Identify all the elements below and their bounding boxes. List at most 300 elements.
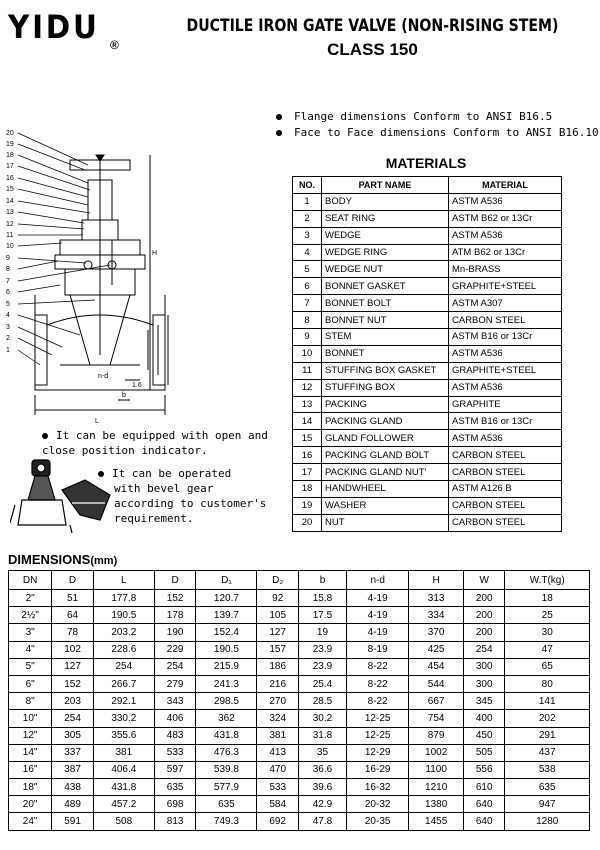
part-material: GRAPHITE	[449, 396, 562, 413]
note-indicator: It can be equipped with open and close position indicator.	[42, 429, 268, 457]
table-row	[293, 210, 562, 227]
table-cell: 25.4	[298, 675, 346, 692]
table-cell: 635	[196, 796, 257, 813]
table-cell: 437	[505, 744, 590, 761]
part-number: 13	[293, 396, 322, 413]
table-header-row	[293, 177, 562, 194]
part-name: PACKING GLAND	[322, 413, 449, 430]
table-cell: 556	[463, 761, 505, 778]
table-cell: 51	[52, 590, 94, 607]
table-cell: 18"	[9, 779, 52, 796]
table-cell: 337	[52, 744, 94, 761]
table-cell: 483	[154, 727, 196, 744]
dim-label-b: b	[122, 392, 126, 399]
callout-7: 7	[6, 278, 10, 285]
part-number: 3	[293, 227, 322, 244]
table-row	[9, 710, 590, 727]
table-cell: 120.7	[196, 590, 257, 607]
part-number: 10	[293, 345, 322, 362]
table-cell: 813	[154, 813, 196, 830]
callout-16: 16	[6, 175, 14, 182]
part-material: CARBON STEEL	[449, 447, 562, 464]
table-cell: 23.9	[298, 641, 346, 658]
registered-mark: ®	[110, 38, 119, 52]
table-cell: 47.8	[298, 813, 346, 830]
part-number: 4	[293, 244, 322, 261]
table-row	[293, 295, 562, 312]
table-cell: 476.3	[196, 744, 257, 761]
dimensions-title: DIMENSIONS(mm)	[8, 552, 118, 567]
table-cell: 400	[463, 710, 505, 727]
table-cell: 8-22	[346, 658, 408, 675]
part-material: ASTM A307	[449, 295, 562, 312]
table-row	[293, 497, 562, 514]
part-number: 19	[293, 497, 322, 514]
part-material: CARBON STEEL	[449, 312, 562, 329]
part-number: 20	[293, 514, 322, 531]
table-cell: 254	[154, 658, 196, 675]
table-cell: 1380	[409, 796, 464, 813]
part-number: 9	[293, 329, 322, 346]
table-cell: 413	[257, 744, 299, 761]
table-cell: 23.9	[298, 658, 346, 675]
table-cell: 141	[505, 693, 590, 710]
table-cell: 16-29	[346, 761, 408, 778]
table-cell: 200	[463, 607, 505, 624]
table-cell: 577.9	[196, 779, 257, 796]
part-name: WEDGE RING	[322, 244, 449, 261]
table-row	[293, 227, 562, 244]
column-header: D₁	[196, 571, 257, 590]
table-cell: 505	[463, 744, 505, 761]
column-header: D	[52, 571, 94, 590]
column-header: W.T(kg)	[505, 571, 590, 590]
column-header: PART NAME	[322, 177, 449, 194]
part-name: SEAT RING	[322, 210, 449, 227]
table-cell: 24"	[9, 813, 52, 830]
table-row	[9, 641, 590, 658]
table-cell: 291	[505, 727, 590, 744]
table-cell: 538	[505, 761, 590, 778]
table-cell: 127	[257, 624, 299, 641]
table-row	[293, 312, 562, 329]
part-number: 2	[293, 210, 322, 227]
table-cell: 8"	[9, 693, 52, 710]
table-cell: 438	[52, 779, 94, 796]
table-cell: 300	[463, 675, 505, 692]
table-cell: 92	[257, 590, 299, 607]
part-number: 14	[293, 413, 322, 430]
table-cell: 431.8	[93, 779, 154, 796]
callout-6: 6	[6, 289, 10, 296]
column-header: DN	[9, 571, 52, 590]
table-row	[293, 447, 562, 464]
callout-10: 10	[6, 243, 14, 250]
table-cell: 1100	[409, 761, 464, 778]
part-number: 8	[293, 312, 322, 329]
part-number: 12	[293, 379, 322, 396]
table-cell: 228.6	[93, 641, 154, 658]
dim-label-1-6: 1.6	[132, 382, 142, 389]
table-cell: 640	[463, 796, 505, 813]
table-cell: 152	[154, 590, 196, 607]
table-cell: 254	[463, 641, 505, 658]
table-cell: 4"	[9, 641, 52, 658]
table-cell: 17.5	[298, 607, 346, 624]
table-cell: 39.6	[298, 779, 346, 796]
table-cell: 300	[463, 658, 505, 675]
table-cell: 80	[505, 675, 590, 692]
callout-20: 20	[6, 130, 14, 137]
part-name: PACKING GLAND BOLT	[322, 447, 449, 464]
table-cell: 330.2	[93, 710, 154, 727]
table-cell: 270	[257, 693, 299, 710]
part-name: STUFFING BOX	[322, 379, 449, 396]
part-material: ASTM B16 or 13Cr	[449, 329, 562, 346]
table-cell: 508	[93, 813, 154, 830]
table-cell: 1002	[409, 744, 464, 761]
table-cell: 533	[154, 744, 196, 761]
part-name: STEM	[322, 329, 449, 346]
part-name: BONNET BOLT	[322, 295, 449, 312]
part-name: WASHER	[322, 497, 449, 514]
column-header: n-d	[346, 571, 408, 590]
table-cell: 279	[154, 675, 196, 692]
table-cell: 610	[463, 779, 505, 796]
table-row	[293, 278, 562, 295]
part-name: BODY	[322, 193, 449, 210]
table-cell: 31.8	[298, 727, 346, 744]
part-material: ASTM A536	[449, 227, 562, 244]
table-cell: 28.5	[298, 693, 346, 710]
table-cell: 19	[298, 624, 346, 641]
table-cell: 178	[154, 607, 196, 624]
table-cell: 64	[52, 607, 94, 624]
part-number: 11	[293, 362, 322, 379]
part-name: GLAND FOLLOWER	[322, 430, 449, 447]
callout-4: 4	[6, 312, 10, 319]
column-header: D₂	[257, 571, 299, 590]
bullet-icon	[42, 433, 48, 439]
table-cell: 1210	[409, 779, 464, 796]
column-header: b	[298, 571, 346, 590]
table-cell: 20-32	[346, 796, 408, 813]
callout-12: 12	[6, 221, 14, 228]
table-row	[9, 727, 590, 744]
table-cell: 533	[257, 779, 299, 796]
table-cell: 127	[52, 658, 94, 675]
column-header: W	[463, 571, 505, 590]
table-row	[293, 514, 562, 531]
part-material: ASTM A536	[449, 345, 562, 362]
table-cell: 343	[154, 693, 196, 710]
table-cell: 12-25	[346, 710, 408, 727]
part-number: 17	[293, 464, 322, 481]
table-cell: 266.7	[93, 675, 154, 692]
table-row	[293, 193, 562, 210]
table-row	[293, 481, 562, 498]
table-cell: 324	[257, 710, 299, 727]
table-cell: 454	[409, 658, 464, 675]
callout-5: 5	[6, 301, 10, 308]
table-cell: 406.4	[93, 761, 154, 778]
part-material: ATM B62 or 13Cr	[449, 244, 562, 261]
table-cell: 355.6	[93, 727, 154, 744]
table-cell: 20-35	[346, 813, 408, 830]
table-cell: 4-19	[346, 590, 408, 607]
table-cell: 254	[93, 658, 154, 675]
table-cell: 216	[257, 675, 299, 692]
table-cell: 345	[463, 693, 505, 710]
table-cell: 470	[257, 761, 299, 778]
table-cell: 334	[409, 607, 464, 624]
table-cell: 584	[257, 796, 299, 813]
table-cell: 597	[154, 761, 196, 778]
table-cell: 177.8	[93, 590, 154, 607]
table-row	[9, 693, 590, 710]
table-row	[293, 379, 562, 396]
table-cell: 12"	[9, 727, 52, 744]
table-cell: 190.5	[93, 607, 154, 624]
table-cell: 16"	[9, 761, 52, 778]
dim-label-L: L	[95, 418, 99, 425]
part-material: GRAPHITE+STEEL	[449, 278, 562, 295]
part-material: ASTM A536	[449, 193, 562, 210]
materials-table	[292, 176, 562, 532]
table-row	[293, 261, 562, 278]
part-name: BONNET	[322, 345, 449, 362]
callout-9: 9	[6, 255, 10, 262]
note-bevel-gear: It can be operated with bevel gear according to customer's requirement.	[98, 466, 266, 526]
table-row	[9, 675, 590, 692]
table-cell: 362	[196, 710, 257, 727]
table-row	[9, 607, 590, 624]
table-cell: 215.9	[196, 658, 257, 675]
part-name: HANDWHEEL	[322, 481, 449, 498]
table-cell: 36.6	[298, 761, 346, 778]
table-cell: 4-19	[346, 624, 408, 641]
table-cell: 10"	[9, 710, 52, 727]
table-row	[293, 430, 562, 447]
table-row	[9, 779, 590, 796]
table-cell: 591	[52, 813, 94, 830]
table-cell: 30	[505, 624, 590, 641]
page-title: DUCTILE IRON GATE VALVE (NON-RISING STEM)	[186, 16, 559, 36]
table-cell: 190.5	[196, 641, 257, 658]
table-cell: 431.8	[196, 727, 257, 744]
table-cell: 381	[257, 727, 299, 744]
table-cell: 190	[154, 624, 196, 641]
table-cell: 5"	[9, 658, 52, 675]
part-name: STUFFING BOX GASKET	[322, 362, 449, 379]
table-cell: 42.9	[298, 796, 346, 813]
callout-2: 2	[6, 335, 10, 342]
table-cell: 12-25	[346, 727, 408, 744]
table-cell: 25	[505, 607, 590, 624]
table-cell: 298.5	[196, 693, 257, 710]
part-material: CARBON STEEL	[449, 497, 562, 514]
callout-11: 11	[6, 232, 14, 239]
table-cell: 305	[52, 727, 94, 744]
column-header: L	[93, 571, 154, 590]
bullet-icon	[98, 471, 104, 477]
valve-section-drawing	[0, 125, 285, 425]
table-row	[293, 244, 562, 261]
table-row	[9, 590, 590, 607]
table-row	[293, 413, 562, 430]
bullet-icon	[276, 114, 282, 120]
table-row	[293, 362, 562, 379]
table-cell: 65	[505, 658, 590, 675]
table-cell: 749.3	[196, 813, 257, 830]
table-cell: 16-32	[346, 779, 408, 796]
table-cell: 200	[463, 624, 505, 641]
callout-13: 13	[6, 209, 14, 216]
column-header: D	[154, 571, 196, 590]
table-cell: 15.8	[298, 590, 346, 607]
table-cell: 202	[505, 710, 590, 727]
table-cell: 6"	[9, 675, 52, 692]
part-material: ASTM B16 or 13Cr	[449, 413, 562, 430]
table-row	[293, 345, 562, 362]
part-number: 7	[293, 295, 322, 312]
table-row	[293, 396, 562, 413]
table-cell: 406	[154, 710, 196, 727]
table-cell: 8-22	[346, 675, 408, 692]
part-material: ASTM A536	[449, 379, 562, 396]
table-cell: 544	[409, 675, 464, 692]
table-row	[293, 329, 562, 346]
part-name: BONNET NUT	[322, 312, 449, 329]
table-cell: 292.1	[93, 693, 154, 710]
table-cell: 3"	[9, 624, 52, 641]
part-material: CARBON STEEL	[449, 464, 562, 481]
table-cell: 313	[409, 590, 464, 607]
table-cell: 370	[409, 624, 464, 641]
part-number: 5	[293, 261, 322, 278]
column-header: MATERIAL	[449, 177, 562, 194]
table-cell: 157	[257, 641, 299, 658]
part-name: PACKING GLAND NUT'	[322, 464, 449, 481]
table-cell: 203.2	[93, 624, 154, 641]
table-cell: 450	[463, 727, 505, 744]
callout-19: 19	[6, 141, 14, 148]
table-cell: 1455	[409, 813, 464, 830]
table-cell: 387	[52, 761, 94, 778]
table-row	[9, 761, 590, 778]
part-material: CARBON STEEL	[449, 514, 562, 531]
part-material: ASTM B62 or 13Cr	[449, 210, 562, 227]
table-cell: 2½"	[9, 607, 52, 624]
table-cell: 539.8	[196, 761, 257, 778]
table-cell: 105	[257, 607, 299, 624]
table-cell: 692	[257, 813, 299, 830]
part-number: 15	[293, 430, 322, 447]
table-cell: 8-19	[346, 641, 408, 658]
part-material: ASTM A126 B	[449, 481, 562, 498]
table-cell: 489	[52, 796, 94, 813]
part-name: BONNET GASKET	[322, 278, 449, 295]
dim-label-H: H	[152, 250, 158, 257]
table-cell: 667	[409, 693, 464, 710]
spec-line-1: Flange dimensions Conform to ANSI B16.5	[276, 110, 552, 123]
table-cell: 635	[154, 779, 196, 796]
table-cell: 879	[409, 727, 464, 744]
callout-18: 18	[6, 152, 14, 159]
materials-title: MATERIALS	[385, 155, 467, 171]
part-number: 18	[293, 481, 322, 498]
table-row	[9, 658, 590, 675]
table-cell: 381	[93, 744, 154, 761]
part-number: 1	[293, 193, 322, 210]
table-cell: 152.4	[196, 624, 257, 641]
table-cell: 203	[52, 693, 94, 710]
table-cell: 8-22	[346, 693, 408, 710]
table-cell: 2"	[9, 590, 52, 607]
table-row	[9, 744, 590, 761]
table-row	[9, 813, 590, 830]
dimensions-table	[8, 570, 590, 831]
table-cell: 14"	[9, 744, 52, 761]
table-cell: 754	[409, 710, 464, 727]
part-material: Mn-BRASS	[449, 261, 562, 278]
table-row	[293, 464, 562, 481]
part-number: 6	[293, 278, 322, 295]
table-cell: 186	[257, 658, 299, 675]
table-cell: 47	[505, 641, 590, 658]
table-cell: 78	[52, 624, 94, 641]
table-cell: 12-29	[346, 744, 408, 761]
callout-1: 1	[6, 347, 10, 354]
spec-line-2: Face to Face dimensions Conform to ANSI B16.10	[276, 126, 599, 139]
table-cell: 425	[409, 641, 464, 658]
part-name: WEDGE NUT	[322, 261, 449, 278]
table-cell: 229	[154, 641, 196, 658]
part-name: PACKING	[322, 396, 449, 413]
table-cell: 18	[505, 590, 590, 607]
table-cell: 35	[298, 744, 346, 761]
callout-8: 8	[6, 266, 10, 273]
part-number: 16	[293, 447, 322, 464]
table-cell: 30.2	[298, 710, 346, 727]
table-cell: 4-19	[346, 607, 408, 624]
table-cell: 947	[505, 796, 590, 813]
table-cell: 20"	[9, 796, 52, 813]
table-cell: 254	[52, 710, 94, 727]
callout-15: 15	[6, 186, 14, 193]
table-cell: 457.2	[93, 796, 154, 813]
callout-17: 17	[6, 163, 14, 170]
dim-label-nd: n-d	[98, 373, 109, 380]
table-cell: 241.3	[196, 675, 257, 692]
callout-3: 3	[6, 324, 10, 331]
part-name: NUT	[322, 514, 449, 531]
page-subtitle: CLASS 150	[327, 40, 418, 59]
table-row	[9, 624, 590, 641]
callout-14: 14	[6, 198, 14, 205]
part-name: WEDGE	[322, 227, 449, 244]
column-header: H	[409, 571, 464, 590]
table-cell: 640	[463, 813, 505, 830]
brand-logo: YIDU	[8, 8, 100, 46]
table-cell: 635	[505, 779, 590, 796]
part-material: GRAPHITE+STEEL	[449, 362, 562, 379]
table-header-row	[9, 571, 590, 590]
table-cell: 102	[52, 641, 94, 658]
part-material: ASTM A536	[449, 430, 562, 447]
table-cell: 152	[52, 675, 94, 692]
table-cell: 139.7	[196, 607, 257, 624]
